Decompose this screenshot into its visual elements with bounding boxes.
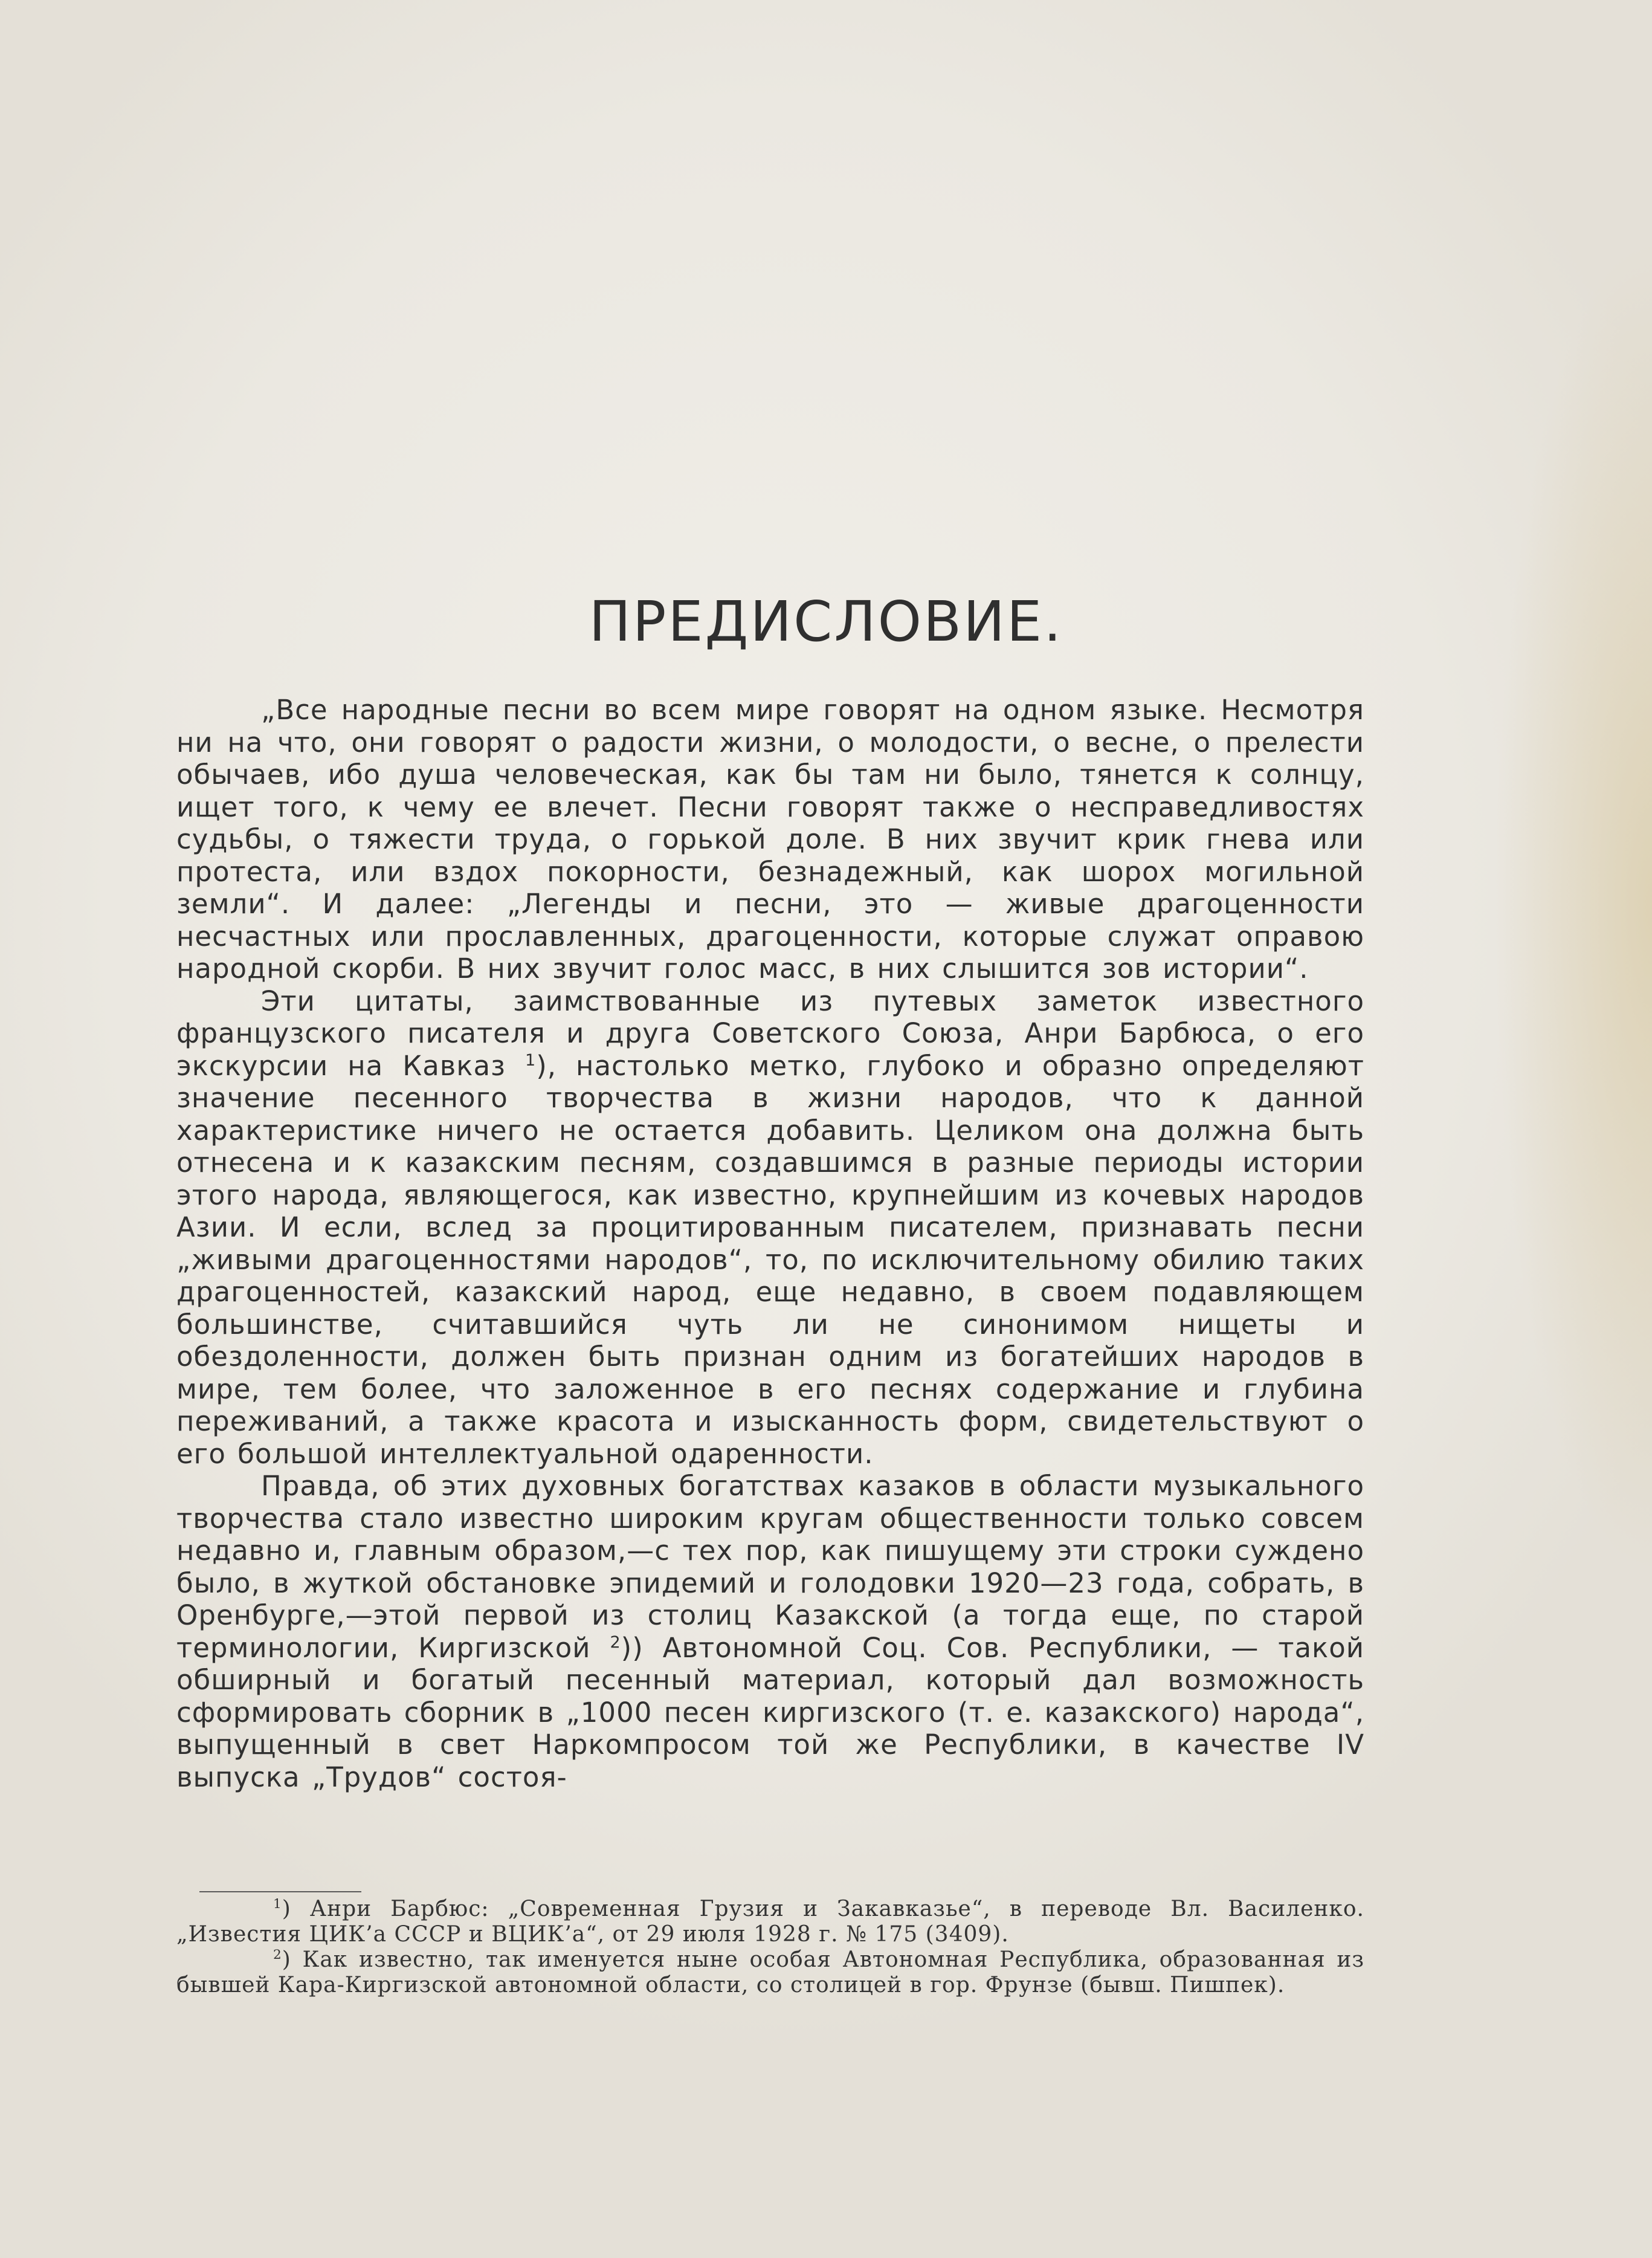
footnote-2 xyxy=(176,1947,1364,1998)
paragraph-2-text-start: Эти цитаты, заимствованные из путевых заметок известного французского писателя и друга Советского Союза, Анри Барбюса, о его экскурсии на Кавказ xyxy=(176,985,1364,1082)
footnote-2-text: ) Как известно, так именуется ныне особая Автономная Республика, образованная из бывшей Кара-Киргизской автономной области, со столицей в гор. Фрунзе (бывш. Пишпек). xyxy=(176,1947,1364,1998)
footnote-divider xyxy=(199,1891,361,1892)
footnote-1-text: ) Анри Барбюс: „Современная Грузия и Закавказье“, в переводе Вл. Василенко. „Известия ЦИК’а СССР и ВЦИК’а“, от 29 июля 1928 г. № 175 (3409). xyxy=(176,1897,1364,1947)
footnote-ref-2: 2 xyxy=(610,1632,621,1652)
paragraph-2 xyxy=(176,985,1364,1470)
paragraph-3-text-end: )) Автономной Соц. Сов. Республики, — такой обширный и богатый песенный материал, который дал возможность сформировать сборник в „1000 песен киргизского (т. е. казакского) народа“, выпущенный в свет Наркомпросом той же Республики, в качестве IV выпуска „Трудов“ состоя- xyxy=(176,1631,1364,1793)
paragraph-2-text-end: ), настолько метко, глубоко и образно определяют значение песенного творчества в жизни народов, что к данной характеристике ничего не остается добавить. Целиком она должна быть отнесена и к казакским песням, создавшимся в разные периоды истории этого народа, являющегося, как известно, крупнейшим из кочевых народов Азии. И если, вслед за процитированным писателем, признавать песни „живыми драгоценностями народов“, то, по исключительному обилию таких драгоценностей, казакский народ, еще недавно, в своем подавляющем большинстве, считавшийся чуть ли не синонимом нищеты и обездоленности, должен быть признан одним из богатейших народов в мире, тем более, что заложенное в его песнях содержание и глубина переживаний, а также красота и изысканность форм, свидетельствуют о его большой интеллектуальной одаренности. xyxy=(176,1049,1364,1470)
paragraph-1: „Все народные песни во всем мире говорят на одном языке. Несмотря ни на что, они говорят о радости жизни, о молодости, о весне, о прелести обычаев, ибо душа человеческая, как бы там ни было, тянется к солнцу, ищет того, к чему ее влечет. Песни говорят также о несправедливостях судьбы, о тяжести труда, о горькой доле. В них звучит крик гнева или протеста, или вздох покорности, безнадежный, как шорох могильной земли“. И далее: „Легенды и песни, это — живые драгоценности несчастных или прославленных, драгоценности, которые служат оправою народной скорби. В них звучит голос масс, в них слышится зов истории“. xyxy=(176,694,1364,985)
footnote-1 xyxy=(176,1897,1364,1947)
page-title: ПРЕДИСЛОВИЕ. xyxy=(589,589,1063,654)
footnote-2-mark: 2 xyxy=(273,1947,282,1962)
footnote-ref-1: 1 xyxy=(525,1050,537,1070)
footnotes xyxy=(176,1897,1364,1998)
paragraph-3 xyxy=(176,1470,1364,1793)
footnote-1-mark: 1 xyxy=(273,1897,282,1912)
preface-body xyxy=(176,694,1364,1793)
paragraph-3-text-start: Правда, об этих духовных богатствах казаков в области музыкального творчества стало известно широким кругам общественности только совсем недавно и, главным образом,—с тех пор, как пишущему эти строки суждено было, в жуткой обстановке эпидемий и голодовки 1920—23 года, собрать, в Оренбурге,—этой первой из столиц Казакской (а тогда еще, по старой терминологии, Киргизской xyxy=(176,1470,1364,1664)
